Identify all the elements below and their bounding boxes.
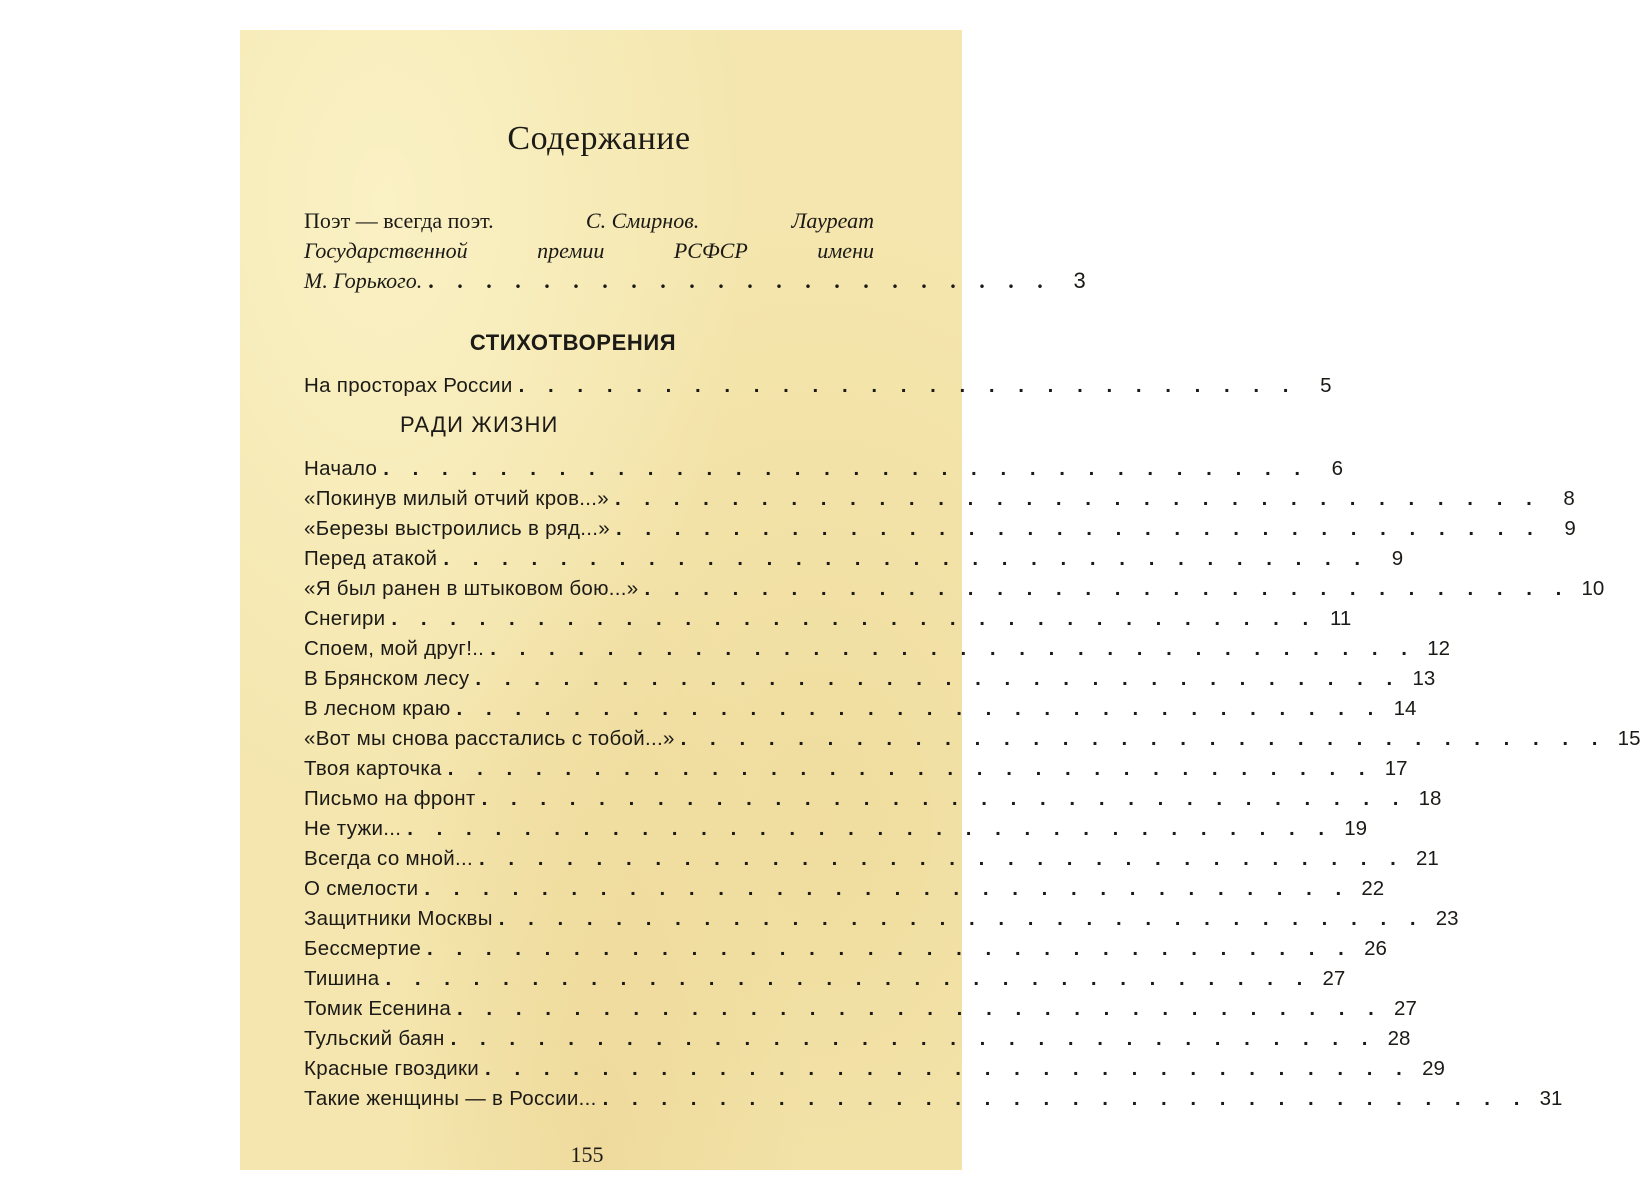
entry-title: Красные гвоздики bbox=[304, 1057, 480, 1080]
page-ref: 15 bbox=[1617, 727, 1640, 750]
section-heading: СТИХОТВОРЕНИЯ bbox=[469, 330, 677, 355]
toc-entry bbox=[304, 997, 1417, 1027]
dot-leader: . . . . . . . . . . . . . . . . . . . . . . . . . . . . . . . . bbox=[424, 877, 1351, 900]
page-ref: 8 bbox=[1563, 487, 1575, 510]
page-ref: 11 bbox=[1329, 607, 1352, 630]
dot-leader: . . . . . . . . . . . . . . . . . . . . . . . . . . . . . . . . bbox=[450, 1027, 1377, 1050]
intro-text: Лауреат bbox=[791, 208, 874, 233]
toc-entry bbox=[304, 877, 1385, 907]
dot-leader: . . . . . . . . . . . . . . . . . . . . . . . . . . . . . . . . bbox=[443, 547, 1370, 570]
page-ref: 23 bbox=[1435, 907, 1459, 930]
dot-leader: . . . . . . . . . . . . . . . . . . . . . . . . . . . bbox=[518, 374, 1298, 397]
dot-leader: . . . . . . . . . . . . . . . . . . . . . . . . . . . . . . . . bbox=[614, 487, 1541, 510]
entry-title: Начало bbox=[304, 457, 378, 480]
entry-title: Всегда со мной... bbox=[304, 847, 473, 870]
toc-entry bbox=[304, 937, 1387, 967]
intro-text: РСФСР bbox=[673, 238, 748, 263]
page-ref: 12 bbox=[1427, 637, 1451, 660]
entry-title: Перед атакой bbox=[304, 547, 438, 570]
page-number: 155 bbox=[570, 1142, 604, 1167]
entry-title: Снегири bbox=[304, 607, 386, 630]
page-ref: 22 bbox=[1361, 877, 1385, 900]
intro-line-1 bbox=[304, 206, 874, 236]
dot-leader: . . . . . . . . . . . . . . . . . . . . . . . . . . . . . . . . bbox=[485, 1057, 1411, 1080]
page-ref: 21 bbox=[1416, 847, 1439, 870]
toc-entry bbox=[304, 374, 1332, 404]
page-ref: 9 bbox=[1391, 547, 1404, 570]
dot-leader: . . . . . . . . . . . . . . . . . . . . . . . . . . . . . . . . bbox=[602, 1087, 1529, 1110]
intro-entry bbox=[304, 206, 1086, 296]
dot-leader: . . . . . . . . . . . . . . . . . . . . . . . . . . . . . . . . bbox=[407, 817, 1334, 840]
entry-title: Споем, мой друг!.. bbox=[304, 637, 485, 660]
entry-title: Письмо на фронт bbox=[304, 787, 476, 810]
dot-leader: . . . . . . . . . . . . . . . . . . . . . . . . . . . . . . . . bbox=[391, 607, 1318, 630]
dot-leader: . . . . . . . . . . . . . . . . . . . . . . . . . . . . . . . . bbox=[427, 937, 1353, 960]
dot-leader: . . . . . . . . . . . . . . . . . . . . . . . . . . . . . . . . bbox=[447, 757, 1374, 780]
toc-entry bbox=[304, 967, 1346, 997]
entry-title: Томик Есенина bbox=[304, 997, 452, 1020]
page-ref: 17 bbox=[1384, 757, 1408, 780]
page-ref: 13 bbox=[1412, 667, 1436, 690]
toc-entry bbox=[304, 697, 1417, 727]
toc-entry bbox=[304, 1057, 1445, 1087]
toc-entry bbox=[304, 1087, 1563, 1117]
entry-title: Такие женщины — в России... bbox=[304, 1087, 597, 1110]
dot-leader: . . . . . . . . . . . . . . . . . . . . . . . . . . . . . . . . bbox=[644, 577, 1571, 600]
intro-line-2 bbox=[304, 236, 874, 266]
toc-entry bbox=[304, 1027, 1411, 1057]
page-ref: 18 bbox=[1418, 787, 1442, 810]
intro-text: имени bbox=[817, 238, 874, 263]
toc-entry bbox=[304, 757, 1408, 787]
toc-entry bbox=[304, 547, 1404, 577]
toc-entry bbox=[304, 817, 1368, 847]
dot-leader: . . . . . . . . . . . . . . . . . . . . . . . . . . . . . . . . bbox=[490, 637, 1417, 660]
page-ref: 27 bbox=[1394, 997, 1417, 1020]
page-ref: 29 bbox=[1422, 1057, 1445, 1080]
dot-leader: . . . . . . . . . . . . . . . . . . . . . . . . . . . . . . . . bbox=[475, 667, 1402, 690]
entry-title: Тишина bbox=[304, 967, 380, 990]
book-page bbox=[240, 30, 1640, 1170]
entry-title: О смелости bbox=[304, 877, 419, 900]
page-ref: 27 bbox=[1322, 967, 1346, 990]
intro-line-3 bbox=[304, 266, 1086, 296]
dot-leader: . . . . . . . . . . . . . . . . . . . . . . . . . . . . . . . . bbox=[680, 727, 1607, 750]
page-ref: 9 bbox=[1564, 517, 1576, 540]
entry-title: В лесном краю bbox=[304, 697, 451, 720]
entry-title: «Вот мы снова расстались с тобой...» bbox=[304, 727, 675, 750]
page-ref: 14 bbox=[1393, 697, 1417, 720]
toc-entry bbox=[304, 907, 1459, 937]
toc-entry bbox=[304, 457, 1344, 487]
intro-text: премии bbox=[537, 238, 605, 263]
page-ref: 26 bbox=[1364, 937, 1387, 960]
page-title: Содержание bbox=[507, 120, 691, 157]
subsection-heading: РАДИ ЖИЗНИ bbox=[400, 412, 559, 437]
entry-title: Тульский баян bbox=[304, 1027, 445, 1050]
dot-leader: . . . . . . . . . . . . . . . . . . . . . . . . . . . . . . . . bbox=[616, 517, 1542, 540]
entry-title: Бессмертие bbox=[304, 937, 422, 960]
toc-entry bbox=[304, 607, 1352, 637]
page-ref: 28 bbox=[1387, 1027, 1411, 1050]
dot-leader: . . . . . . . . . . . . . . . . . . . . . . bbox=[428, 268, 1052, 293]
dot-leader: . . . . . . . . . . . . . . . . . . . . . . . . . . . . . . . . bbox=[383, 457, 1310, 480]
intro-text: Государственной bbox=[304, 238, 468, 263]
page-ref: 31 bbox=[1539, 1087, 1563, 1110]
intro-author: С. Смирнов. bbox=[585, 208, 700, 233]
dot-leader: . . . . . . . . . . . . . . . . . . . . . . . . . . . . . . . . bbox=[385, 967, 1312, 990]
page-ref: 6 bbox=[1331, 457, 1344, 480]
entry-title: «Березы выстроились в ряд...» bbox=[304, 517, 610, 540]
intro-text: М. Горького. bbox=[304, 268, 423, 293]
toc-entry bbox=[304, 577, 1605, 607]
page-ref: 3 bbox=[1073, 268, 1086, 293]
toc-entry bbox=[304, 487, 1575, 517]
entry-title: В Брянском лесу bbox=[304, 667, 470, 690]
toc-entry bbox=[304, 787, 1442, 817]
toc-entry bbox=[304, 667, 1436, 697]
dot-leader: . . . . . . . . . . . . . . . . . . . . . . . . . . . . . . . . bbox=[478, 847, 1405, 870]
dot-leader: . . . . . . . . . . . . . . . . . . . . . . . . . . . . . . . . bbox=[498, 907, 1425, 930]
dot-leader: . . . . . . . . . . . . . . . . . . . . . . . . . . . . . . . . bbox=[481, 787, 1408, 810]
toc-entry bbox=[304, 517, 1576, 547]
entry-title: Твоя карточка bbox=[304, 757, 442, 780]
entry-title: На просторах России bbox=[304, 374, 513, 397]
entry-title: «Покинув милый отчий кров...» bbox=[304, 487, 609, 510]
page-ref: 5 bbox=[1320, 374, 1332, 397]
page-ref: 10 bbox=[1581, 577, 1605, 600]
dot-leader: . . . . . . . . . . . . . . . . . . . . . . . . . . . . . . . . bbox=[456, 697, 1383, 720]
toc-entry bbox=[304, 637, 1451, 667]
page-ref: 19 bbox=[1344, 817, 1368, 840]
toc-entry bbox=[304, 847, 1439, 877]
entry-title: Защитники Москвы bbox=[304, 907, 493, 930]
dot-leader: . . . . . . . . . . . . . . . . . . . . . . . . . . . . . . . . bbox=[457, 997, 1383, 1020]
intro-text: Поэт — всегда поэт. bbox=[304, 208, 494, 233]
toc-entry bbox=[304, 727, 1640, 757]
entry-title: Не тужи... bbox=[304, 817, 402, 840]
entry-title: «Я был ранен в штыковом бою...» bbox=[304, 577, 639, 600]
